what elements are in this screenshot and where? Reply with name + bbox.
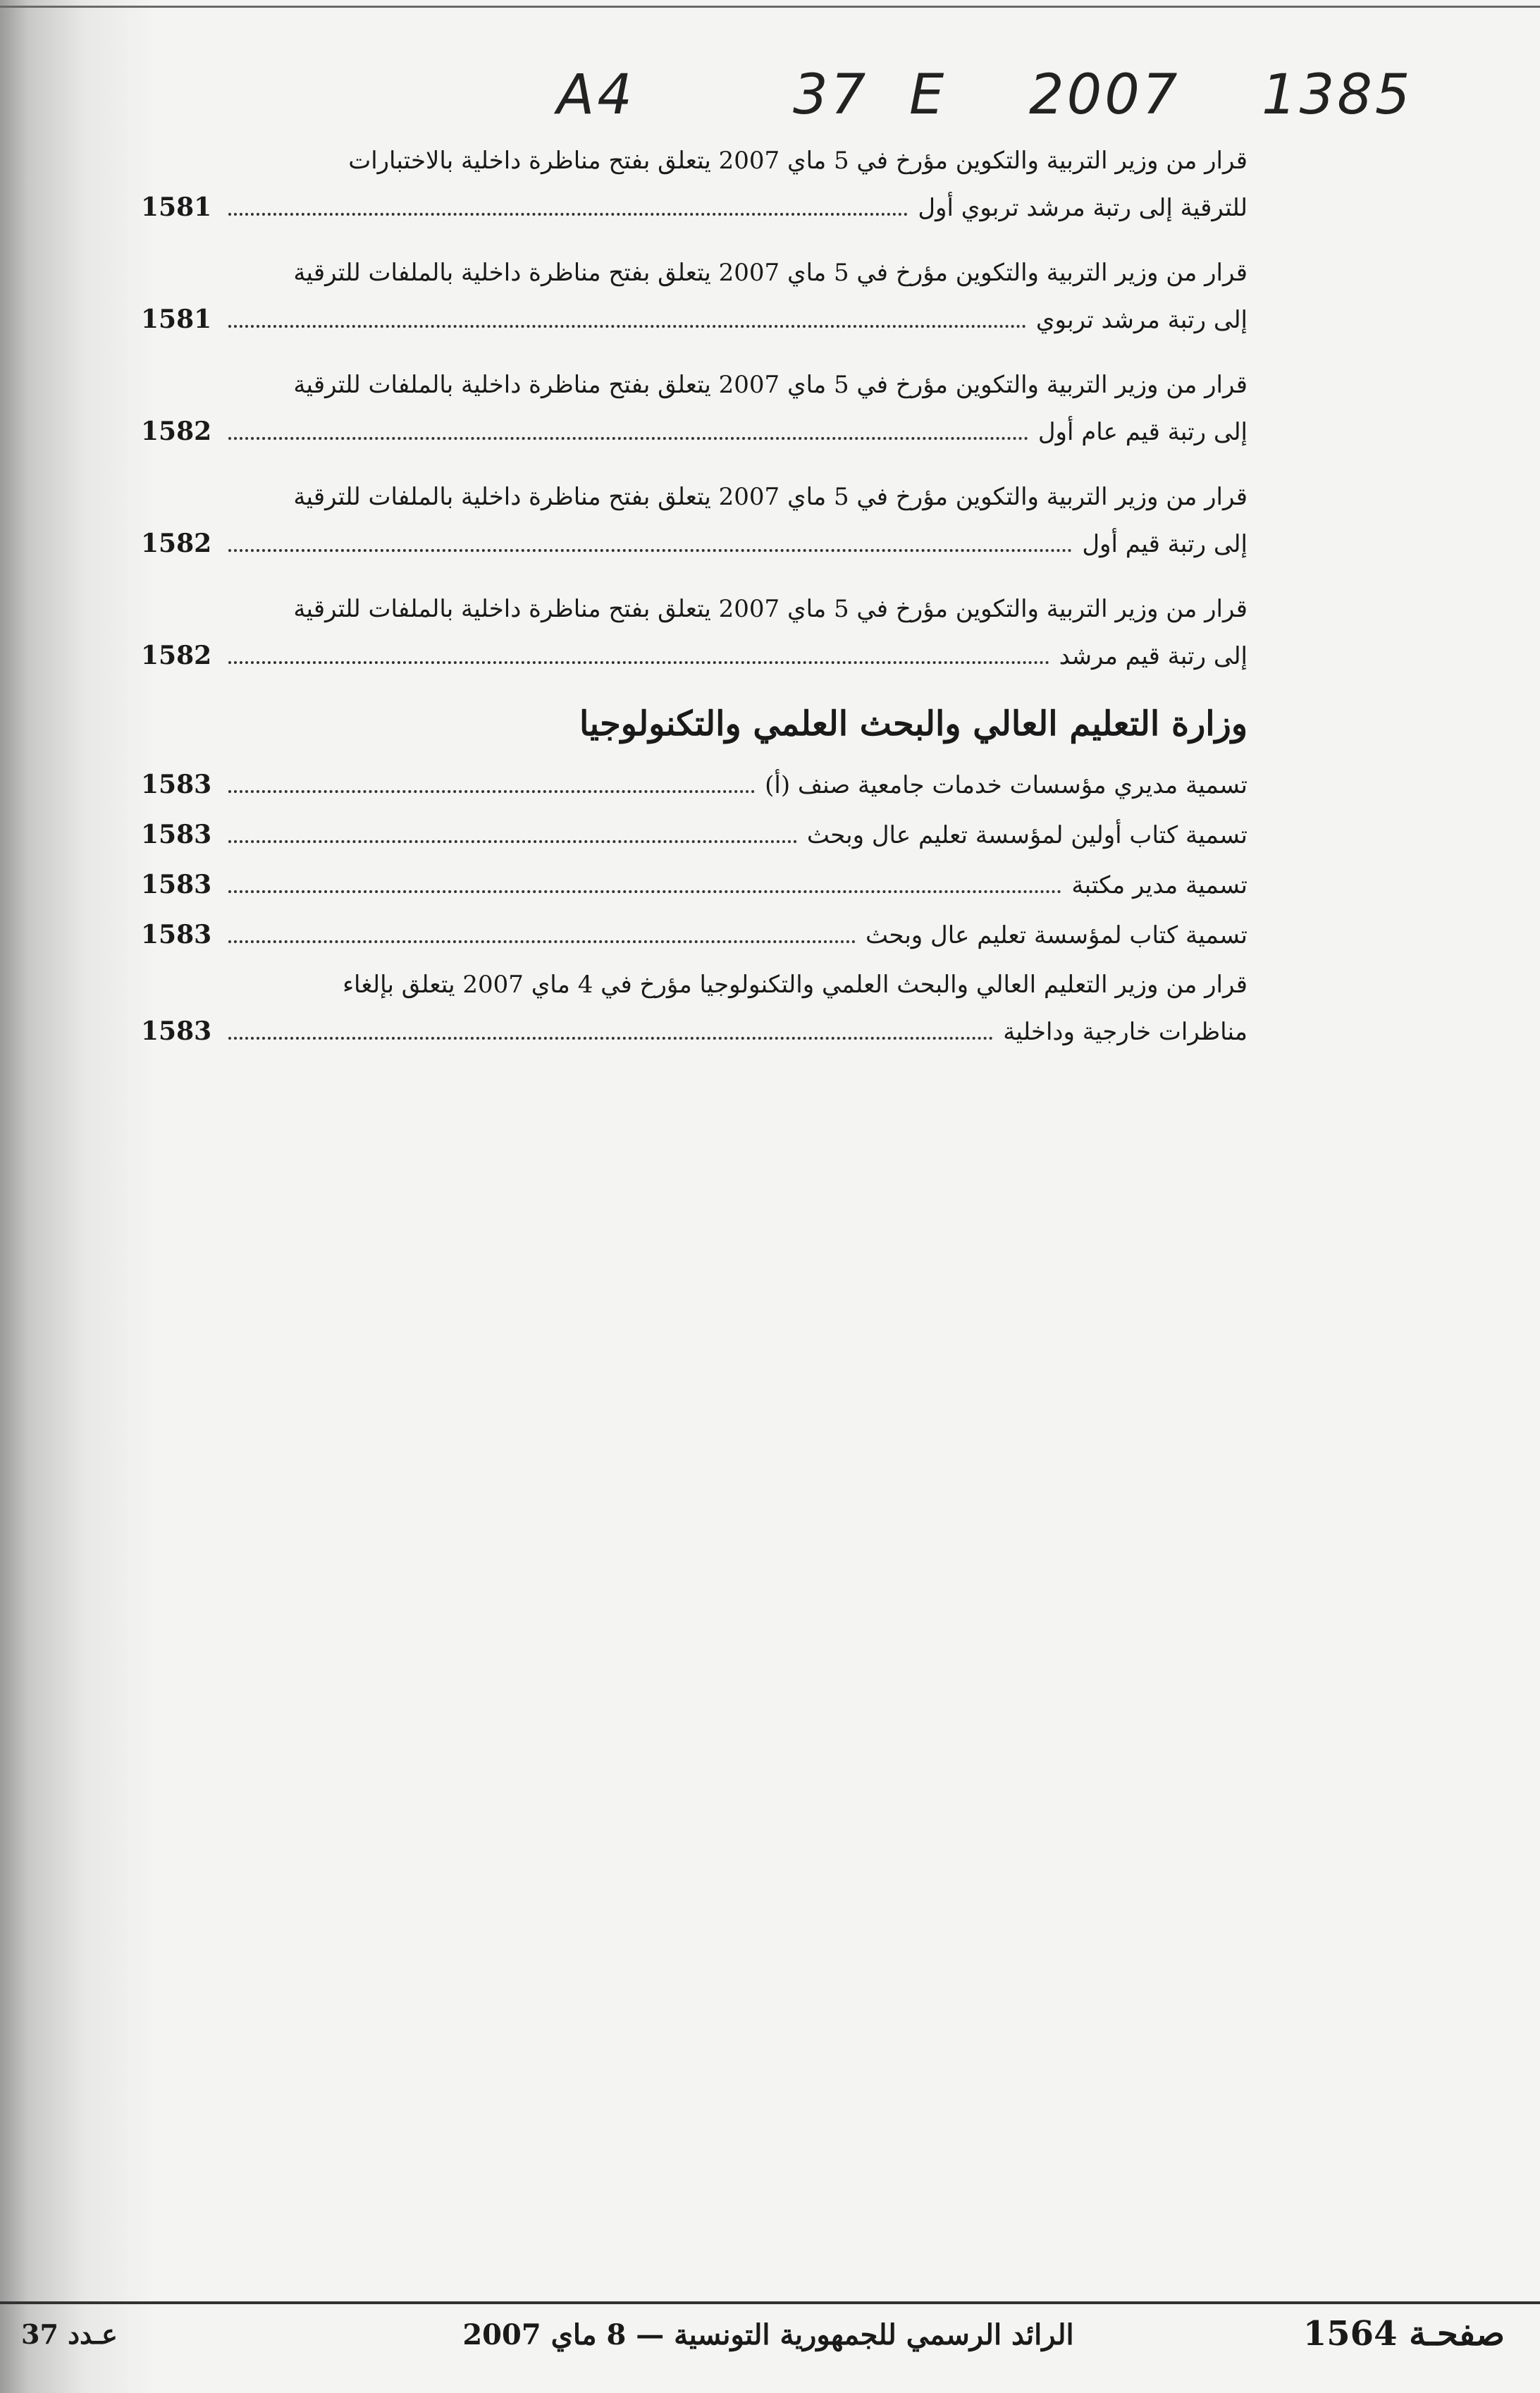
toc-entry (141, 961, 1248, 1055)
toc-entry-text: مناظرات خارجية وداخلية (1003, 1018, 1248, 1046)
toc-entry (141, 137, 1248, 231)
page-footer (0, 2301, 1540, 2361)
toc-entry-line: قرار من وزير التعليم العالي والبحث العلمي والتكنولوجيا مؤرخ في 4 ماي 2007 يتعلق بإلغاء (343, 971, 1248, 999)
toc-entry (141, 761, 1248, 808)
toc-entry-text: إلى رتبة قيم عام أول (1037, 418, 1248, 446)
toc-entry-text: تسمية كتاب أولين لمؤسسة تعليم عال وبحث (806, 821, 1248, 849)
leader-dots (228, 940, 856, 943)
footer-journal-title: الرائد الرسمي للجمهورية التونسية — 8 ماي 2007 (462, 2318, 1074, 2351)
toc-page-number: 1581 (141, 304, 212, 334)
ministry-higher-education-list (141, 761, 1248, 1055)
toc-entry-last-line (141, 632, 1248, 679)
toc-entry-last-line (141, 408, 1248, 455)
leader-dots (228, 790, 755, 793)
handwritten-lang: E (909, 63, 947, 127)
leader-dots (228, 661, 1049, 664)
toc-entry (141, 474, 1248, 567)
top-rule (0, 6, 1540, 8)
toc-entry-last-line (141, 520, 1248, 567)
leader-dots (228, 890, 1061, 893)
footer-issue: عـدد 37 (21, 2318, 118, 2350)
toc-entry (141, 250, 1248, 343)
toc-entry-last-line (141, 811, 1248, 859)
leader-dots (228, 840, 797, 843)
footer-page-number: صفحـة 1564 (1302, 2314, 1505, 2354)
handwritten-number: 1385 (1262, 63, 1413, 127)
toc-entry-line: قرار من وزير التربية والتكوين مؤرخ في 5 ماي 2007 يتعلق بفتح مناظرة داخلية بالملفات للترقية (293, 595, 1248, 623)
handwritten-ref: A4 (557, 63, 635, 127)
toc-page-number: 1583 (141, 820, 212, 849)
table-of-contents (141, 137, 1248, 1074)
toc-entry-text: تسمية مديري مؤسسات خدمات جامعية صنف (أ) (765, 771, 1248, 799)
toc-entry-last-line (141, 911, 1248, 959)
toc-entry-line: قرار من وزير التربية والتكوين مؤرخ في 5 ماي 2007 يتعلق بفتح مناظرة داخلية بالملفات للترقية (293, 259, 1248, 287)
handwritten-issue: 37 (793, 63, 869, 127)
toc-entry-line: قرار من وزير التربية والتكوين مؤرخ في 5 ماي 2007 يتعلق بفتح مناظرة داخلية بالاختبارات (348, 147, 1248, 175)
toc-page-number: 1581 (141, 192, 212, 222)
toc-entry (141, 861, 1248, 909)
toc-entry-text: إلى رتبة قيم مرشد (1059, 642, 1248, 670)
toc-entry-line: قرار من وزير التربية والتكوين مؤرخ في 5 ماي 2007 يتعلق بفتح مناظرة داخلية بالملفات للترقية (293, 483, 1248, 511)
toc-entry (141, 811, 1248, 859)
toc-page-number: 1582 (141, 529, 212, 558)
toc-page-number: 1583 (141, 770, 212, 799)
handwritten-annotation (0, 63, 1540, 134)
toc-entry-last-line (141, 861, 1248, 909)
toc-entry (141, 586, 1248, 679)
handwritten-year: 2007 (1029, 63, 1181, 127)
toc-entry-text: تسمية كتاب لمؤسسة تعليم عال وبحث (866, 921, 1248, 949)
toc-entry-last-line (141, 184, 1248, 231)
toc-entry-line: قرار من وزير التربية والتكوين مؤرخ في 5 ماي 2007 يتعلق بفتح مناظرة داخلية بالملفات للترقية (293, 371, 1248, 399)
ministry-education-list (141, 137, 1248, 679)
toc-page-number: 1583 (141, 920, 212, 949)
leader-dots (228, 549, 1072, 552)
leader-dots (228, 325, 1026, 328)
toc-entry-last-line (141, 761, 1248, 808)
leader-dots (228, 213, 908, 216)
toc-page-number: 1582 (141, 641, 212, 670)
toc-entry-last-line (141, 1008, 1248, 1055)
toc-entry-text: إلى رتبة مرشد تربوي (1035, 306, 1248, 334)
toc-page-number: 1583 (141, 1016, 212, 1046)
leader-dots (228, 437, 1028, 440)
leader-dots (228, 1037, 993, 1040)
toc-page-number: 1582 (141, 417, 212, 446)
toc-entry-text: تسمية مدير مكتبة (1071, 871, 1248, 899)
toc-entry (141, 362, 1248, 455)
section-title-higher-education: وزارة التعليم العالي والبحث العلمي والتكنولوجيا (579, 704, 1248, 744)
toc-page-number: 1583 (141, 870, 212, 899)
toc-entry-text: للترقية إلى رتبة مرشد تربوي أول (918, 194, 1248, 222)
toc-entry (141, 911, 1248, 959)
toc-entry-last-line (141, 296, 1248, 343)
toc-entry-text: إلى رتبة قيم أول (1082, 530, 1248, 558)
